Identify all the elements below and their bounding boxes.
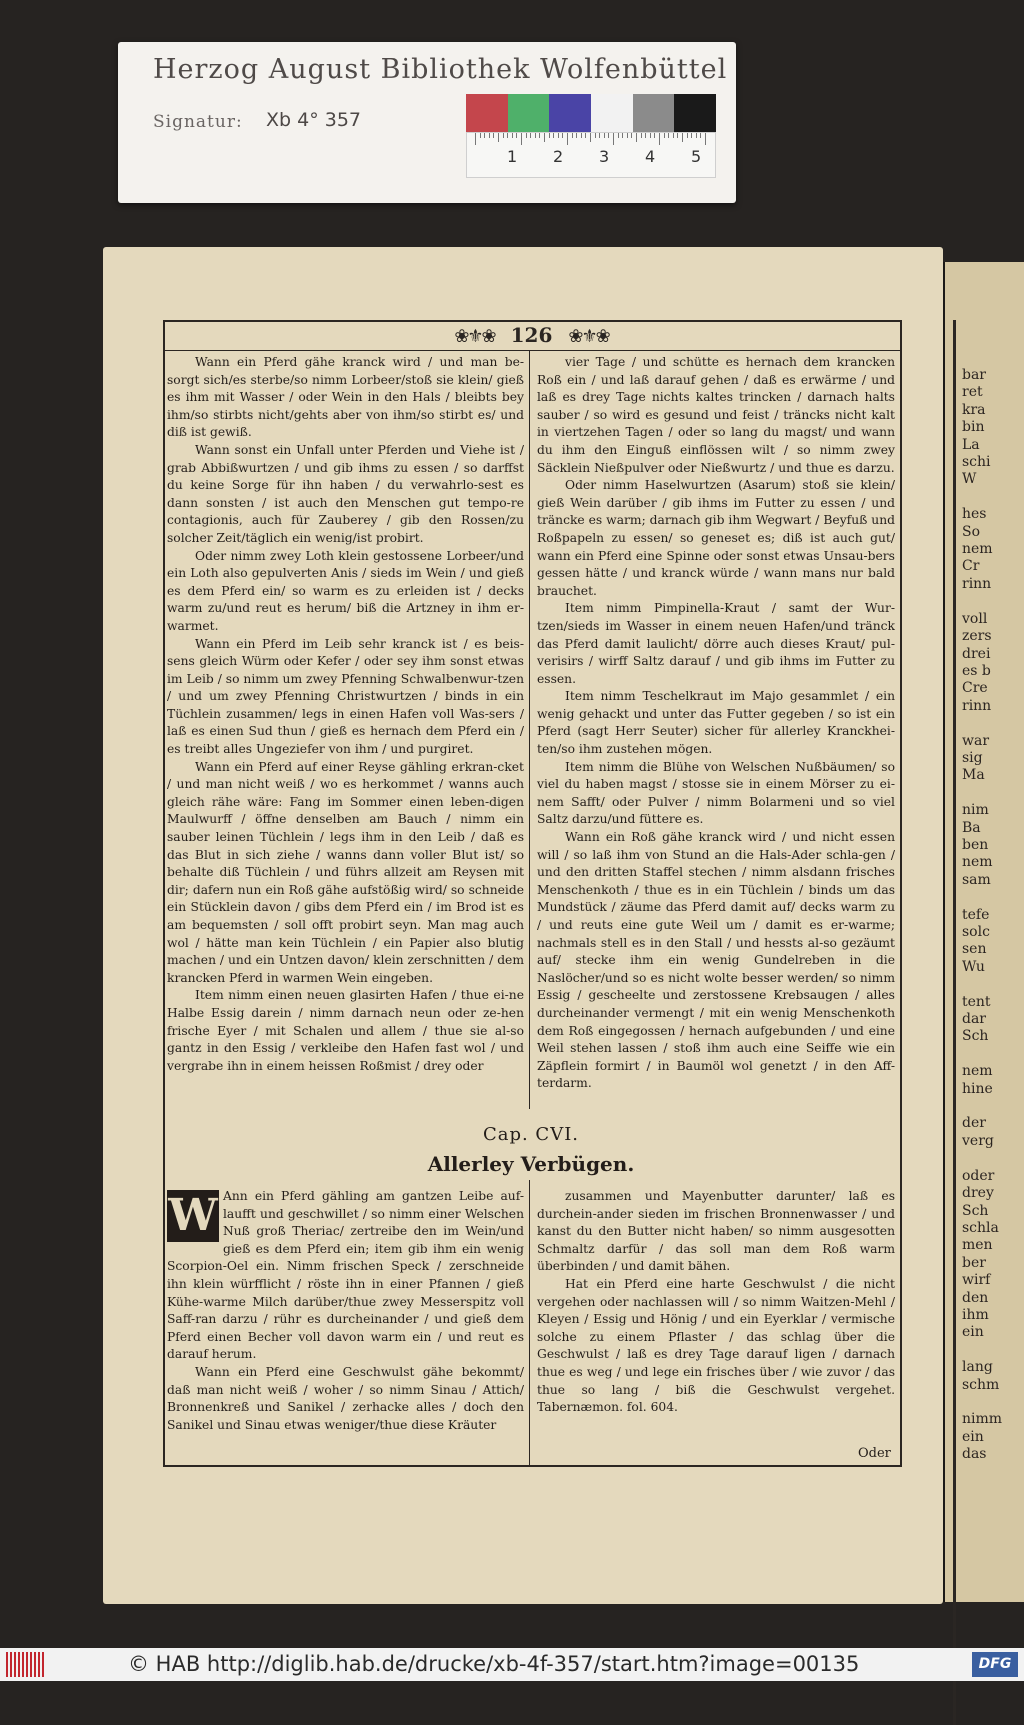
ruler-number: 4 <box>645 147 656 166</box>
paragraph: zusammen und Mayenbutter darunter/ laß es durchein-ander sieden im frischen Bronnenwasser / und kanst du den Butter nicht haben/ so nimm ausgesotten Schmaltz darfür / das soll man dem Roß warm überbinden / und damit bähen. <box>537 1189 895 1274</box>
paragraph: Item nimm Teschelkraut im Majo gesammlet / ein wenig gehackt und unter das Futter gegeben / so ist ein Pferd (sagt Herr Seuter) sicher für allerley Kranckhei-ten/so ihm zustehen mögen. <box>537 689 895 757</box>
dfg-logo: DFG <box>972 1652 1018 1677</box>
ruler-tick <box>659 133 660 145</box>
ruler-tick <box>700 133 701 138</box>
ruler-tick <box>604 133 605 138</box>
ruler-number: 2 <box>553 147 564 166</box>
color-swatch <box>591 94 633 132</box>
neighbor-page-rule <box>953 320 956 1725</box>
ruler-tick <box>484 133 485 138</box>
signatur-value: Xb 4° 357 <box>266 109 362 131</box>
ruler-tick <box>567 133 568 145</box>
ruler-tick <box>599 133 600 138</box>
text-column-left-upper <box>167 354 524 1075</box>
ruler-tick <box>673 133 674 138</box>
ruler-tick <box>576 133 577 138</box>
ruler-tick <box>535 133 536 138</box>
ruler-tick <box>687 133 688 138</box>
text-column-right-lower <box>537 1188 895 1417</box>
header-ornament-left: ❀⚜❀ <box>454 326 495 347</box>
paragraph: Wann ein Pferd gähe kranck wird / und man be-sorgt sich/es sterbe/so nimm Lorbeer/stoß sie klein/ gieß es ihm mit Wasser / oder Wein in den Hals / bleibts bey ihm/so stirbts nicht/gehts aber von ihm/so stirbt es/ und diß ist gewiß. <box>167 355 524 440</box>
drop-capital: W <box>168 1190 218 1241</box>
ruler-tick <box>503 133 504 138</box>
ruler-tick <box>618 133 619 138</box>
chapter-title: Allerley Verbügen. <box>427 1152 635 1176</box>
chapter-heading: Cap. CVI. <box>482 1124 580 1145</box>
neighbor-page <box>942 262 1024 1602</box>
ruler-tick <box>562 133 563 138</box>
ruler-tick <box>641 133 642 138</box>
ruler-tick <box>636 133 637 142</box>
ruler-tick <box>475 133 476 145</box>
ruler-tick <box>507 133 508 138</box>
ruler-tick <box>664 133 665 138</box>
page-number: 126 <box>510 323 553 347</box>
ruler-tick <box>493 133 494 138</box>
ruler-tick <box>622 133 623 138</box>
page-bottom-rule <box>163 1465 900 1467</box>
ruler-tick <box>595 133 596 138</box>
paragraph: Item nimm die Blühe von Welschen Nußbäumen/ so viel du haben magst / stosse sie in einem Mörser zu ei-nem Safft/ oder Pulver / nimm Bolarmeni und so viel Saltz darzu/und füttere es. <box>537 759 895 827</box>
library-name: Herzog August Bibliothek Wolfenbüttel <box>153 54 728 85</box>
copyright-url[interactable]: © HAB http://diglib.hab.de/drucke/xb-4f-357/start.htm?image=00135 <box>128 1652 860 1676</box>
ruler-tick <box>631 133 632 138</box>
ruler-tick <box>581 133 582 138</box>
ruler-tick <box>668 133 669 138</box>
ruler-tick <box>489 133 490 138</box>
viewer-footer <box>0 1648 1024 1681</box>
header-ornament-right: ❀⚜❀ <box>568 326 609 347</box>
ruler-tick <box>677 133 678 138</box>
barcode-icon <box>6 1652 46 1677</box>
ruler-tick <box>526 133 527 138</box>
ruler-tick <box>691 133 692 138</box>
paragraph: Item nimm Pimpinella-Kraut / samt der Wur-tzen/sieds im Wasser in einem neuen Hafen/und tränck das Pferd damit laulicht/ dörre auch dieses Kraut/ pul-verisirs / wirff Saltz darauf / und gib ihms im Futter zu essen. <box>537 601 895 686</box>
ruler-number: 1 <box>507 147 518 166</box>
ruler-tick <box>553 133 554 138</box>
color-swatch <box>508 94 550 132</box>
paragraph: Ann ein Pferd gähling am gantzen Leibe auf-laufft und geschwillet / so nimm einer Welschen Nuß groß Theriac/ zertreibe den im Wein/und gieß es dem Pferd ein; item gib ihm ein wenig Scorpion-Oel ein. Nimm frischen Speck / zerschneide ihn klein würfflicht / röste ihn in einer Pfannen / gieß Kühe-warme Milch darüber/thue zwey Messerspitz voll Saff-ran darzu / rühr es durcheinander / und gieß dem Pferd einen Becher voll davon warm ein / und reut es darauf herum. <box>167 1189 524 1362</box>
paragraph: Wann ein Pferd eine Geschwulst gähe bekommt/ daß man nicht weiß / woher / so nimm Sinau / Attich/ Bronnenkreß und Sanikel / zerhacke alles / doch den Sanikel und Sinau etwas weniger/thue diese Kräuter <box>167 1364 524 1432</box>
ruler-tick <box>521 133 522 145</box>
ruler-tick <box>613 133 614 145</box>
ruler-tick <box>558 133 559 138</box>
paragraph: Wann sonst ein Unfall unter Pferden und Viehe ist / grab Abbißwurtzen / und gib ihms zu essen / so darffst du keine Sorge für ihn haben / du verwahrlo-sest es dann sonsten / ist auch den Menschen gut tempo-re contagionis, auch für Zauberey / gib den Rossen/zu solcher Zeit/täglich ein wenig/ist probirt. <box>167 442 524 545</box>
paragraph: Oder nimm Haselwurtzen (Asarum) stoß sie klein/ gieß Wein darüber / gib ihms im Futter zu essen / und träncke es warm; darnach gib ihm Wegwart / Beyfuß und Roßpapeln zu essen/ so geneset es; diß ist auch gut/ wann ein Pferd eine Spinne oder sonst etwas Unsau-bers gessen hätte / und kranck würde / wann mans nur bald brauchet. <box>537 478 895 598</box>
paragraph: Wann ein Roß gähe kranck wird / und nicht essen will / so laß ihm von Stund an die Hals-Ader schla-gen / und den dritten Staffel stechen / nimm alsdann frisches Menschenkoth / thue es in ein Tüchlein / binds um das Mundstück / zäume das Pferd damit auf/ decks warm zu / und reuts eine gute Weil um / damit es er-warme; nachmals stell es in den Stall / und hessts al-so gezäumt auf/ stecke ihm ein wenig Gundelreben in die Naslöcher/und so es nicht wolte besser werden/ so nimm Essig / gescheelte und zerstossene Krebsaugen / alles durcheinander vermengt / mit ein wenig Menschenkoth dem Roß eingegossen / hernach aufgebunden / und eine Weil stehen lassen / stoß ihm auch eine Seiffe wie ein Zäpflein formirt / in Baumöl wol genetzt / in den Aff-terdarm. <box>537 830 895 1091</box>
signatur-label: Signatur: <box>153 112 243 132</box>
ruler-tick <box>627 133 628 138</box>
text-column-left-lower <box>167 1188 524 1434</box>
ruler-tick <box>530 133 531 138</box>
color-swatch <box>633 94 675 132</box>
color-calibration-strip <box>466 94 716 132</box>
paragraph: vier Tage / und schütte es hernach dem krancken Roß ein / und laß darauf gehen / daß es erwärme / und laß es drey Tage nichts kaltes trincken / darnach halts sauber / so wird es gesund und feist / träncks nicht kalt in viertzehen Tagen / oder so lang du magst/ und wann du ihm den Einguß einflössen wilt / so nimm zwey Säcklein Nießpulver oder Nießwurtz / und thue es darzu. <box>537 355 895 475</box>
ruler-tick <box>608 133 609 138</box>
column-separator-upper <box>529 351 530 1109</box>
ruler-number: 5 <box>691 147 702 166</box>
ruler-tick <box>549 133 550 138</box>
library-label-card <box>118 42 736 203</box>
catchword: Oder <box>858 1446 891 1461</box>
ruler-tick <box>705 133 706 145</box>
ruler-tick <box>682 133 683 142</box>
color-swatch <box>549 94 591 132</box>
paragraph: Wann ein Pferd auf einer Reyse gähling erkran-cket / und man nicht weiß / wo es herkommet / wanns auch gleich rähe wäre: Fang im Sommer einen leben-digen Maulwurff / öffne denselben am Bauch / nimm ein sauber leinen Tüchlein / legs ihm in den Leib / daß es das Blut in sich ziehe / wanns dann voller Blut ist/ so behalte diß Tüchlein / und führs allzeit am Reysen mit dir; dafern nun ein Roß gähe aufstößig wird/ so schneide ein Stücklein davon / gibs dem Pferd ein / im Brod ist es am bequemsten / soll offt probirt seyn. Man mag auch wol / hätte man kein Tüchlein / ein Papier also blutig machen / und ein Untzen davon/ klein zerschnitten / dem krancken Pferd in warmen Wein eingeben. <box>167 759 524 985</box>
paragraph: Hat ein Pferd eine harte Geschwulst / die nicht vergehen oder nachlassen will / so nimm Waitzen-Mehl / Kleyen / Essig und Hönig / und ein Eyerklar / vermische solche zu einem Pflaster / das schlag über die Geschwulst / laß es drey Tage darauf ligen / darnach thue es weg / und lege ein frisches über / wie zuvor / das thue so lang / biß die Geschwulst vergehet. Tabernæmon. fol. 604. <box>537 1276 895 1415</box>
ruler-tick <box>539 133 540 138</box>
ruler-tick <box>590 133 591 142</box>
ruler-tick <box>645 133 646 138</box>
neighbor-page-text: bar ret kra bin La schi W hes So nem Cr rinn voll zers drei es b Cre rinn war sig Ma nim Ba ben nem sam tefe solc sen Wu tent dar Sch nem hine der verg oder drey Sch schla men ber wirf den ihm ein lang schm nimm ein das <box>962 367 1003 1463</box>
ruler-tick <box>650 133 651 138</box>
ruler-tick <box>544 133 545 142</box>
text-column-right-upper <box>537 354 895 1093</box>
ruler-number: 3 <box>599 147 610 166</box>
scale-ruler <box>466 132 716 178</box>
ruler-tick <box>498 133 499 142</box>
ruler-tick <box>512 133 513 138</box>
ruler-tick <box>572 133 573 138</box>
paragraph: Wann ein Pferd im Leib sehr kranck ist / es beis-sens gleich Würm oder Kefer / oder sey ihm sonst etwas im Leib / so nimm um zwey Pfenning Schwalbenwur-tzen / und um zwey Pfenning Christwurtzen / binds in ein Tüchlein zusammen/ legs in einen Hafen voll Was-sers / laß es einen Sud thun / gieß es hernach dem Pferd ein / es treibt alles Ungeziefer von ihm / und purgiret. <box>167 636 524 757</box>
color-swatch <box>466 94 508 132</box>
column-separator-lower <box>529 1180 530 1465</box>
paragraph: Oder nimm zwey Loth klein gestossene Lorbeer/und ein Loth also gepulverten Anis / sieds im Wein / und gieß es dem Pferd ein/ so warm es zu erleiden ist / decks warm zu/und reut es herum/ biß die Artzney in ihm er-warmet. <box>167 548 524 633</box>
ruler-tick <box>654 133 655 138</box>
ruler-tick <box>696 133 697 138</box>
paragraph: Item nimm einen neuen glasirten Hafen / thue ei-ne Halbe Essig darein / nimm darnach neun oder ze-hen frische Eyer / mit Schalen und allem / thue sie al-so gantz in den Essig / verkleibe den Hafen fast wol / und vergrabe ihn in einem heissen Roßmist / drey oder <box>167 988 524 1073</box>
ruler-tick <box>516 133 517 138</box>
ruler-tick <box>585 133 586 138</box>
color-swatch <box>674 94 716 132</box>
ruler-tick <box>480 133 481 138</box>
